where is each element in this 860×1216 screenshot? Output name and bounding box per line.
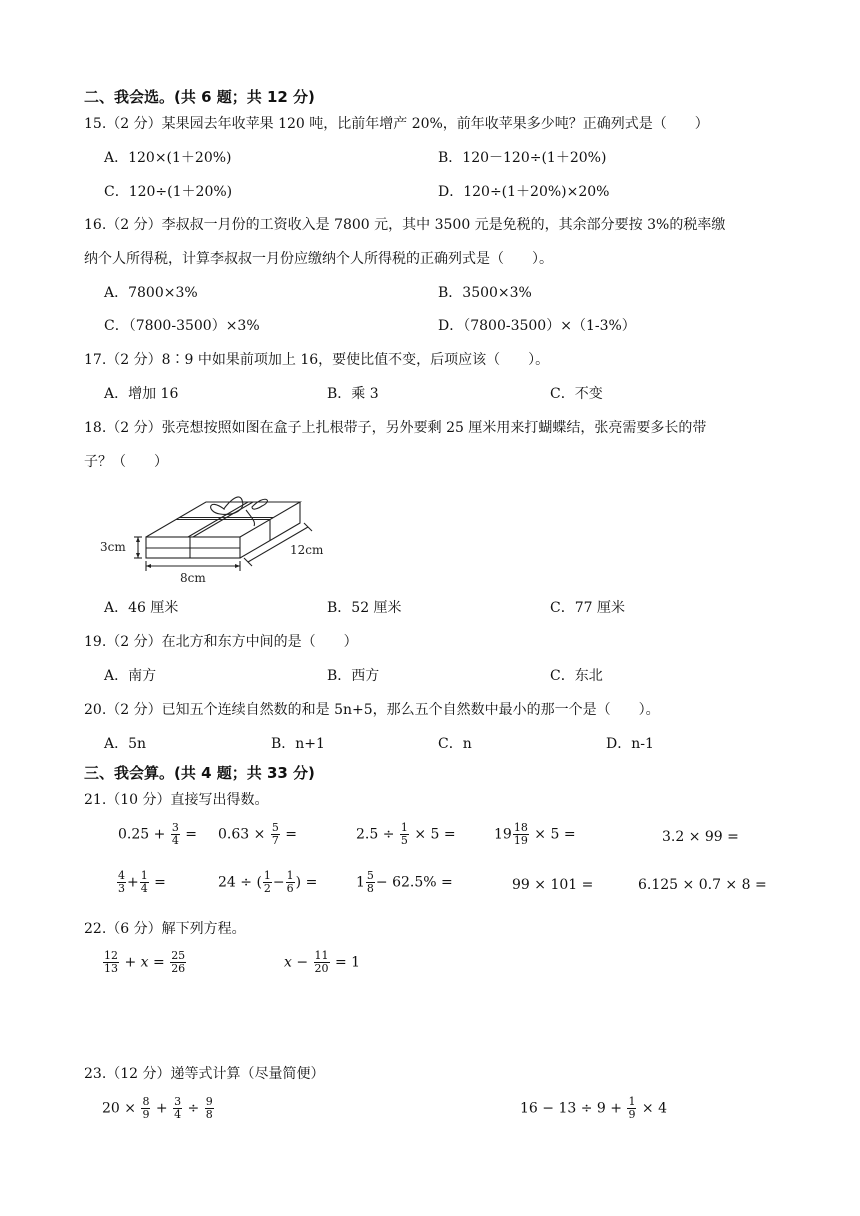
q19-option-b: B．西方: [327, 668, 380, 684]
q15-option-b: B．120－120÷(1＋20%): [438, 150, 607, 166]
calc-expression: 6.125 × 0.7 × 8 =: [638, 877, 767, 893]
q20-option-d: D．n-1: [606, 736, 654, 752]
calc-expression: 3.2 × 99 =: [662, 829, 739, 845]
q15-option-a: A．120×(1＋20%): [104, 150, 232, 166]
calc-expression: 24 ÷ ( $\frac{1}{2}$ − $\frac{1}{6}$ ) =: [218, 869, 318, 895]
figure-height-label: 3cm: [100, 540, 126, 554]
question-18-stem-line1: 18.（2 分）张亮想按照如图在盒子上扎根带子，另外要剩 25 厘米用来打蝴蝶结，张亮需要多长的带: [84, 420, 707, 436]
q20-option-c: C．n: [438, 736, 472, 752]
calc-expression: 2.5 ÷ $\frac{1}{5}$ × 5 =: [356, 821, 456, 847]
calc-expression: $\frac{4}{3}$ + $\frac{1}{4}$ =: [118, 869, 166, 895]
q18-option-c: C．77 厘米: [550, 600, 625, 616]
q18-option-a: A．46 厘米: [104, 600, 179, 616]
calc-expression: 16 − 13 ÷ 9 + $\frac{1}{9}$ × 4: [520, 1095, 667, 1121]
q19-option-c: C．东北: [550, 668, 603, 684]
figure-length-label: 12cm: [290, 543, 324, 557]
q15-option-c: C．120÷(1＋20%): [104, 184, 233, 200]
calc-expression: 20 × $\frac{8}{9}$ + $\frac{3}{4}$ ÷ $\frac{9}{8}$: [102, 1095, 213, 1121]
section-heading-choice: 二、我会选。(共 6 题；共 12 分): [84, 88, 315, 106]
question-15-stem: 15.（2 分）某果园去年收苹果 120 吨，比前年增产 20%，前年收苹果多少吨？正确列式是（ ）: [84, 116, 709, 132]
q17-option-b: B．乘 3: [327, 386, 379, 402]
q17-option-c: C．不变: [550, 386, 603, 402]
calc-expression: 19 $\frac{18}{19}$ × 5 =: [494, 821, 576, 847]
question-22-stem: 22.（6 分）解下列方程。: [84, 921, 246, 937]
calc-expression: 0.25 + $\frac{3}{4}$ =: [118, 821, 197, 847]
equation: $\frac{12}{13}$ + x = $\frac{25}{26}$: [104, 949, 186, 975]
question-23-stem: 23.（12 分）递等式计算（尽量简便）: [84, 1066, 325, 1082]
question-21-stem: 21.（10 分）直接写出得数。: [84, 792, 269, 808]
question-19-stem: 19.（2 分）在北方和东方中间的是（ ）: [84, 634, 358, 650]
question-20-stem: 20.（2 分）已知五个连续自然数的和是 5n+5，那么五个自然数中最小的那一个是（ ）。: [84, 702, 660, 718]
question-18-stem-line2: 子？（ ）: [84, 454, 168, 470]
gift-box-figure: [96, 482, 366, 588]
section-heading-calc: 三、我会算。(共 4 题；共 33 分): [84, 764, 315, 782]
q20-option-b: B．n+1: [271, 736, 325, 752]
calc-expression: 1 $\frac{5}{8}$ − 62.5% =: [356, 869, 453, 895]
q16-option-b: B．3500×3%: [438, 285, 532, 301]
q16-option-c: C．（7800-3500）×3%: [104, 318, 260, 334]
q16-option-a: A．7800×3%: [104, 285, 198, 301]
equation: x − $\frac{11}{20}$ = 1: [284, 949, 361, 975]
q16-option-d: D．（7800-3500）×（1-3%）: [438, 318, 636, 334]
q20-option-a: A．5n: [104, 736, 147, 752]
question-17-stem: 17.（2 分）8∶9 中如果前项加上 16，要使比值不变，后项应该（ ）。: [84, 352, 550, 368]
figure-width-label: 8cm: [180, 571, 206, 585]
question-16-stem-line2: 纳个人所得税，计算李叔叔一月份应缴纳个人所得税的正确列式是（ ）。: [84, 251, 553, 267]
q15-option-d: D．120÷(1＋20%)×20%: [438, 184, 610, 200]
calc-expression: 99 × 101 =: [512, 877, 594, 893]
calc-expression: 0.63 × $\frac{5}{7}$ =: [218, 821, 297, 847]
q18-option-b: B．52 厘米: [327, 600, 402, 616]
q19-option-a: A．南方: [104, 668, 157, 684]
q17-option-a: A．增加 16: [104, 386, 179, 402]
question-16-stem-line1: 16.（2 分）李叔叔一月份的工资收入是 7800 元，其中 3500 元是免税的，其余部分要按 3%的税率缴: [84, 217, 726, 233]
